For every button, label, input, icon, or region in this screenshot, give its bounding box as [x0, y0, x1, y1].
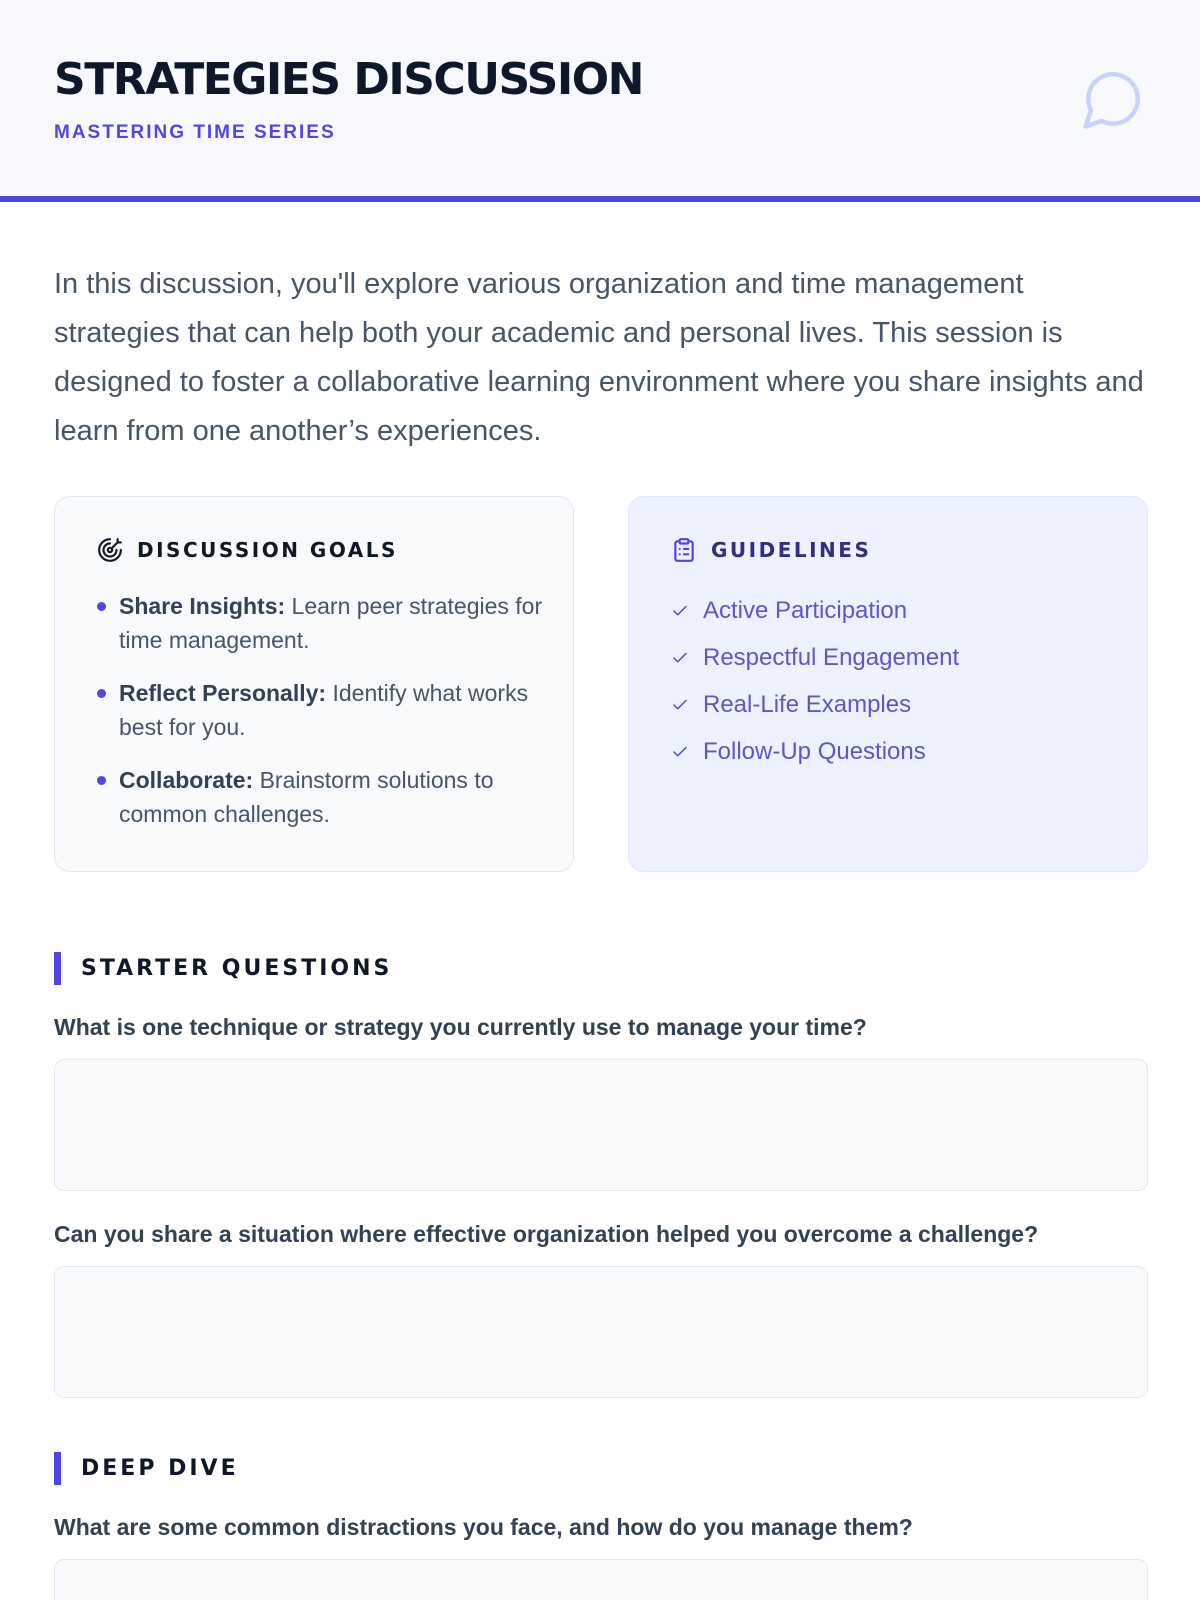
guidelines-list — [671, 587, 959, 775]
guideline-item — [671, 681, 959, 728]
guidelines-card — [628, 496, 1148, 872]
section-title: STARTER QUESTIONS — [81, 956, 393, 981]
guideline-label: Real-Life Examples — [703, 690, 912, 718]
goal-label: Reflect Personally: — [119, 680, 327, 706]
goal-item — [97, 676, 547, 744]
guideline-label: Follow-Up Questions — [703, 737, 926, 765]
question-label: Can you share a situation where effective organization helped you overcome a challenge? — [54, 1221, 1039, 1247]
bullet-dot-icon — [97, 602, 106, 611]
goal-text: Learn peer strategies for time management. — [119, 593, 543, 653]
answer-textarea[interactable] — [54, 1266, 1148, 1398]
goal-text: Identify what works best for you. — [119, 680, 529, 740]
answer-textarea[interactable] — [54, 1059, 1148, 1191]
intro-paragraph: In this discussion, you'll explore various organization and time management strategies that can help both your academic and personal lives. This session is designed to foster a collaborative learning environment where you share insights and learn from one another’s experiences. — [54, 268, 1144, 447]
check-icon — [671, 649, 689, 667]
goal-label: Collaborate: — [119, 767, 254, 793]
discussion-goals-header — [97, 537, 398, 563]
goal-text: Brainstorm solutions to common challenges. — [119, 767, 494, 827]
check-icon — [671, 602, 689, 620]
guideline-item — [671, 587, 959, 634]
goals-list — [97, 589, 547, 850]
target-icon — [97, 537, 123, 563]
section-accent-bar — [54, 952, 61, 985]
question-label: What are some common distractions you face, and how do you manage them? — [54, 1514, 913, 1540]
guideline-label: Active Participation — [703, 596, 908, 624]
chat-bubble-icon — [1080, 66, 1146, 132]
section-title: DEEP DIVE — [81, 1456, 239, 1481]
goal-item — [97, 763, 547, 831]
check-icon — [671, 696, 689, 714]
guidelines-header — [671, 537, 871, 563]
section-accent-bar — [54, 1452, 61, 1485]
page-header — [0, 0, 1200, 202]
bullet-dot-icon — [97, 689, 106, 698]
section-starter-questions — [54, 952, 392, 985]
guideline-label: Respectful Engagement — [703, 643, 960, 671]
goal-item — [97, 589, 547, 657]
clipboard-icon — [671, 537, 697, 563]
goal-label: Share Insights: — [119, 593, 286, 619]
guidelines-title: GUIDELINES — [711, 538, 872, 562]
page-title: STRATEGIES DISCUSSION — [54, 54, 643, 105]
page-subtitle: MASTERING TIME SERIES — [54, 122, 336, 143]
discussion-goals-title: DISCUSSION GOALS — [137, 538, 398, 562]
guideline-item — [671, 634, 959, 681]
section-deep-dive — [54, 1452, 239, 1485]
answer-textarea[interactable] — [54, 1559, 1148, 1600]
check-icon — [671, 743, 689, 761]
bullet-dot-icon — [97, 776, 106, 785]
discussion-goals-card — [54, 496, 574, 872]
guideline-item — [671, 728, 959, 775]
question-label: What is one technique or strategy you currently use to manage your time? — [54, 1014, 867, 1040]
